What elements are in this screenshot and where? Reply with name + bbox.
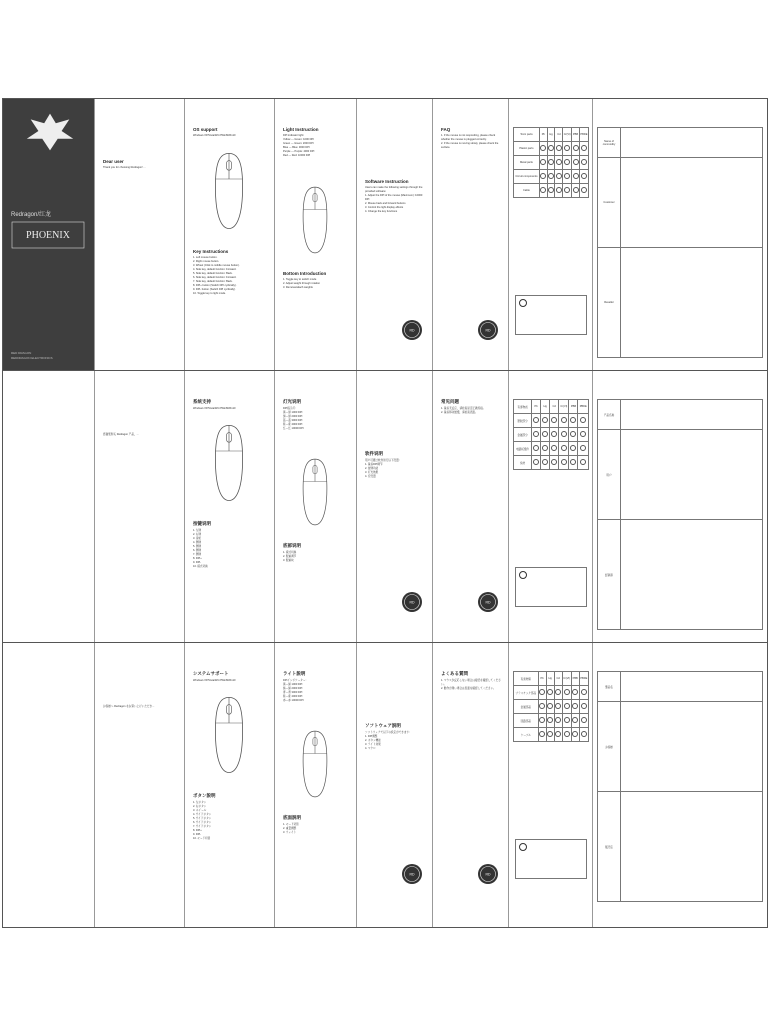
cert-badge-icon [401,319,423,341]
software-body: 用户可通过软件进行以下设置： 1. 鼠标DPI调节 2. 按键功能 3. 灯光效果 4. 宏设置 [365,459,402,478]
bottom-body: 1. モード切替 2. 重量調整 3. ウェイト [283,823,299,834]
table-header: PBDE [578,400,589,414]
table-row-label: ケーブル [514,728,539,742]
circle-mark-icon [562,700,571,714]
circle-mark-icon [563,156,572,170]
svg-text:PHOENIX: PHOENIX [26,230,70,241]
intro-body: Thank you for choosing Redragon! ... [103,166,146,169]
circle-mark-icon [554,728,562,742]
faq-heading: よくある質問 [441,671,468,676]
table-header: PBB [569,400,578,414]
circle-mark-icon [569,442,578,456]
circle-mark-icon [579,170,588,184]
circle-mark-icon [538,686,546,700]
table-row-label: Cable [514,184,540,198]
circle-mark-icon [569,456,578,470]
circle-mark-icon [555,184,563,198]
software-panel [357,99,433,383]
circle-mark-icon [578,442,589,456]
circle-mark-icon [579,142,588,156]
circle-mark-icon [547,142,555,156]
faq-body: 1. 鼠标无反应，请检查是否正确连接。 2. 鼠标移动缓慢，请检查表面。 [441,407,486,414]
disposal-note [515,839,587,879]
software-body: Users can make the following settings through the provided software: 1. Adjust the DPI of the mouse (Maximum): 10000 DPI 2. Mouse back and forward buttons 3. Control the light display effects 4. Change the key functions [365,186,423,213]
table-row-label: 金属部品 [514,700,539,714]
mouse-diagram-icon [213,141,245,246]
hazard-table [513,671,589,742]
circle-mark-icon [578,428,589,442]
circle-mark-icon [538,728,546,742]
warranty-card [597,671,763,902]
table-row-label: Plastic parts [514,142,540,156]
table-header: Cd [554,672,562,686]
support-panel [185,99,275,383]
circle-mark-icon [569,414,578,428]
circle-mark-icon [554,700,562,714]
warranty-card [597,127,763,358]
light-panel [275,99,357,383]
support-panel [185,371,275,655]
circle-mark-icon [559,414,569,428]
light-heading: ライト説明 [283,671,306,676]
table-row-label: プラスチック部品 [514,686,539,700]
keys-heading: 按键说明 [193,521,211,526]
light-body: DPI指示灯： 黄—绿 1000 DPI 绿—绿 2000 DPI 蓝—蓝 3000 DPI 紫—紫 4000 DPI 红—红 10000 DPI [283,407,304,430]
table-header: PBB [571,672,579,686]
reseller-label: 販売店 [598,792,621,902]
circle-mark-icon [547,184,555,198]
circle-mark-icon [546,700,554,714]
support-body: Windows XP/Vista/Win7/Win8/Win10 [193,134,236,137]
intro-panel [95,371,185,655]
mouse-bottom-icon [301,451,329,538]
mouse-diagram-icon [213,685,245,790]
svg-text:RD: RD [485,328,491,333]
circle-mark-icon [579,184,588,198]
circle-mark-icon [559,428,569,442]
circle-mark-icon [555,170,563,184]
circle-mark-icon [559,442,569,456]
circle-mark-icon [578,456,589,470]
bottom-heading: 底面説明 [283,815,301,820]
cover-footer: RED DRAGON REDDRAGON ELECTRONICS [11,351,53,360]
light-body: DPIインジケーター： 黄—緑 1000 DPI 緑—緑 2000 DPI 青—青 3000 DPI 紫—紫 4000 DPI 赤—赤 10000 DPI [283,679,308,702]
table-header: PBB [572,128,580,142]
circle-mark-icon [571,686,579,700]
table-header: Pb [538,672,546,686]
circle-mark-icon [532,456,541,470]
circle-mark-icon [555,156,563,170]
mouse-diagram-icon [213,413,245,518]
circle-mark-icon [579,686,588,700]
circle-mark-icon [550,456,559,470]
svg-text:RD: RD [409,600,415,605]
table-row-label: 线材 [514,456,532,470]
bottom-heading: Bottom Introduction [283,271,327,276]
manual-sheet [2,642,768,928]
table-row-label: 电路板组件 [514,442,532,456]
table-header: Cr(VI) [559,400,569,414]
commodity-label: 製品名 [598,672,621,702]
circle-mark-icon [562,686,571,700]
intro-heading: Dear user [103,159,124,164]
table-header: PBDE [579,128,588,142]
warranty-panel [593,99,767,383]
keys-body: 1. Left mouse button. 2. Right mouse button. 3. Wheel (Click to middle mouse button). 4. Side key, default function: Forward. 5. Side key, default function: Back. 6. Side key, default function: Forward. 7. Side key, default function: Back. 8. DPI+ button (Switch DPI cyclically). 9. DPI- button (Switch DPI cyclically). 10. Toggle key to light mode. [193,256,240,295]
circle-mark-icon [538,714,546,728]
circle-mark-icon [572,184,580,198]
circle-mark-icon [555,142,563,156]
keys-body: 1. 左ボタン 2. 右ボタン 3. ホイール 4. サイドボタン 5. サイドボタン 6. サイドボタン 7. サイドボタン 8. DPI+ 9. DPI- 10. モード切替 [193,801,212,840]
warranty-panel [593,371,767,655]
circle-mark-icon [532,428,541,442]
software-heading: 软件说明 [365,451,383,456]
keys-body: 1. 左键 2. 右键 3. 滚轮 4. 侧键 5. 侧键 6. 侧键 7. 侧键 8. DPI+ 9. DPI- 10. 模式切换 [193,529,208,568]
manual-sheet [2,98,768,384]
cert-badge-icon [477,319,499,341]
table-header: Pb [539,128,547,142]
circle-mark-icon [547,156,555,170]
table-row-label: 塑胶部分 [514,414,532,428]
bottom-heading: 底部说明 [283,543,301,548]
hazard-table-panel [509,371,593,655]
circle-mark-icon [539,170,547,184]
circle-mark-icon [579,728,588,742]
cert-badge-icon [401,863,423,885]
intro-panel [95,643,185,927]
circle-mark-icon [546,728,554,742]
table-row-label: 回路部品 [514,714,539,728]
cover-panel [3,371,95,655]
circle-mark-icon [539,156,547,170]
software-body: ソフトウェアで以下の設定ができます： 1. DPI調整 2. ボタン機能 3. ライト効果 4. マクロ [365,731,412,750]
table-header: Cd [550,400,559,414]
circle-mark-icon [563,184,572,198]
recycle-icon [519,843,527,851]
mouse-bottom-icon [301,179,329,266]
table-header: Cr(VI) [562,672,571,686]
support-body: Windows XP/Vista/Win7/Win8/Win10 [193,679,236,682]
circle-mark-icon [532,442,541,456]
customer-label: 用户 [598,430,621,520]
faq-panel [433,643,509,927]
light-panel [275,371,357,655]
support-panel [185,643,275,927]
reseller-label: Reseller [598,248,621,358]
software-panel [357,643,433,927]
hazard-table [513,399,589,470]
table-header: Cr(VI) [563,128,572,142]
circle-mark-icon [546,686,554,700]
svg-text:RD: RD [409,328,415,333]
disposal-note [515,295,587,335]
svg-text:RD: RD [485,600,491,605]
support-heading: OS support [193,127,218,132]
circle-mark-icon [541,442,550,456]
mouse-bottom-icon [301,723,329,810]
table-header: Pb [532,400,541,414]
circle-mark-icon [578,414,589,428]
cert-badge-icon [477,863,499,885]
circle-mark-icon [538,700,546,714]
circle-mark-icon [572,156,580,170]
circle-mark-icon [572,170,580,184]
light-heading: Light Instruction [283,127,319,132]
circle-mark-icon [554,686,562,700]
cover-panel [3,99,95,383]
faq-body: 1. If the mouse is not responding, please check whether the mouse is plugged correctly. 2. If the mouse is moving slowly, please check the surface. [441,134,499,149]
faq-heading: 常见问题 [441,399,459,404]
circle-mark-icon [571,728,579,742]
table-row-label: Metal parts [514,156,540,170]
table-row-label: Circuit components [514,170,540,184]
light-body: DPI indicator light: Yellow --- Green: 1000 DPI Green --- Green: 2000 DPI Blue --- Blue: 3000 DPI Purple --- Purple: 4000 DPI Red --- Red: 10000 DPI [283,134,315,157]
circle-mark-icon [550,442,559,456]
support-heading: システムサポート [193,671,229,676]
circle-mark-icon [539,142,547,156]
faq-panel [433,371,509,655]
table-header: 有害物質 [514,672,539,686]
manual-sheet [2,370,768,656]
faq-body: 1. マウスが反応しない場合は接続を確認してください。 2. 動作が遅い場合は表面を確認してください。 [441,679,501,690]
hazard-table [513,127,589,198]
table-header: Hg [541,400,550,414]
warranty-panel [593,643,767,927]
hazard-table-panel [509,99,593,383]
svg-text:RD: RD [485,872,491,877]
circle-mark-icon [541,456,550,470]
intro-body: お客様へ Redragon をお買い上げいただき... [103,705,155,708]
circle-mark-icon [563,170,572,184]
intro-body: 感谢您购买 Redragon 产品，... [103,433,139,436]
faq-panel [433,99,509,383]
support-body: Windows XP/Vista/Win7/Win8/Win10 [193,407,236,410]
circle-mark-icon [579,700,588,714]
product-logo [11,221,85,249]
brand-name: Redragon/红龙 [11,212,52,218]
table-header: Hg [546,672,554,686]
table-header: Hg [547,128,555,142]
commodity-label: 产品名称 [598,400,621,430]
table-header: Toxic parts [514,128,540,142]
intro-panel [95,99,185,383]
support-heading: 系统支持 [193,399,211,404]
circle-mark-icon [562,714,571,728]
keys-heading: Key Instructions [193,249,229,254]
table-header: 有害物质 [514,400,532,414]
warranty-card [597,399,763,630]
recycle-icon [519,571,527,579]
table-header: PBDE [579,672,588,686]
software-heading: Software Instruction [365,179,409,184]
circle-mark-icon [572,142,580,156]
light-panel [275,643,357,927]
circle-mark-icon [571,714,579,728]
faq-heading: FAQ [441,127,451,132]
circle-mark-icon [550,428,559,442]
bottom-body: 1. 模式切换 2. 配重调节 3. 配重块 [283,551,297,562]
software-heading: ソフトウェア説明 [365,723,401,728]
recycle-icon [519,299,527,307]
light-heading: 灯光说明 [283,399,301,404]
bottom-body: 1. Toggle key to switch mode 2. Adjust weight through rotation 3. Remove/attach weights [283,278,321,289]
circle-mark-icon [547,170,555,184]
cert-badge-icon [477,591,499,613]
circle-mark-icon [559,456,569,470]
dragon-logo-icon [21,109,79,153]
reseller-label: 经销商 [598,520,621,630]
circle-mark-icon [579,714,588,728]
cover-panel [3,643,95,927]
circle-mark-icon [532,414,541,428]
circle-mark-icon [579,156,588,170]
keys-heading: ボタン説明 [193,793,216,798]
commodity-label: Name of commodity [598,128,621,158]
customer-label: お客様 [598,702,621,792]
circle-mark-icon [546,714,554,728]
hazard-table-panel [509,643,593,927]
circle-mark-icon [539,184,547,198]
circle-mark-icon [550,414,559,428]
circle-mark-icon [563,142,572,156]
svg-text:RD: RD [409,872,415,877]
circle-mark-icon [569,428,578,442]
circle-mark-icon [541,414,550,428]
cert-badge-icon [401,591,423,613]
table-header: Cd [555,128,563,142]
circle-mark-icon [554,714,562,728]
software-panel [357,371,433,655]
table-row-label: 金属部分 [514,428,532,442]
disposal-note [515,567,587,607]
circle-mark-icon [541,428,550,442]
circle-mark-icon [562,728,571,742]
circle-mark-icon [571,700,579,714]
customer-label: Customer [598,158,621,248]
